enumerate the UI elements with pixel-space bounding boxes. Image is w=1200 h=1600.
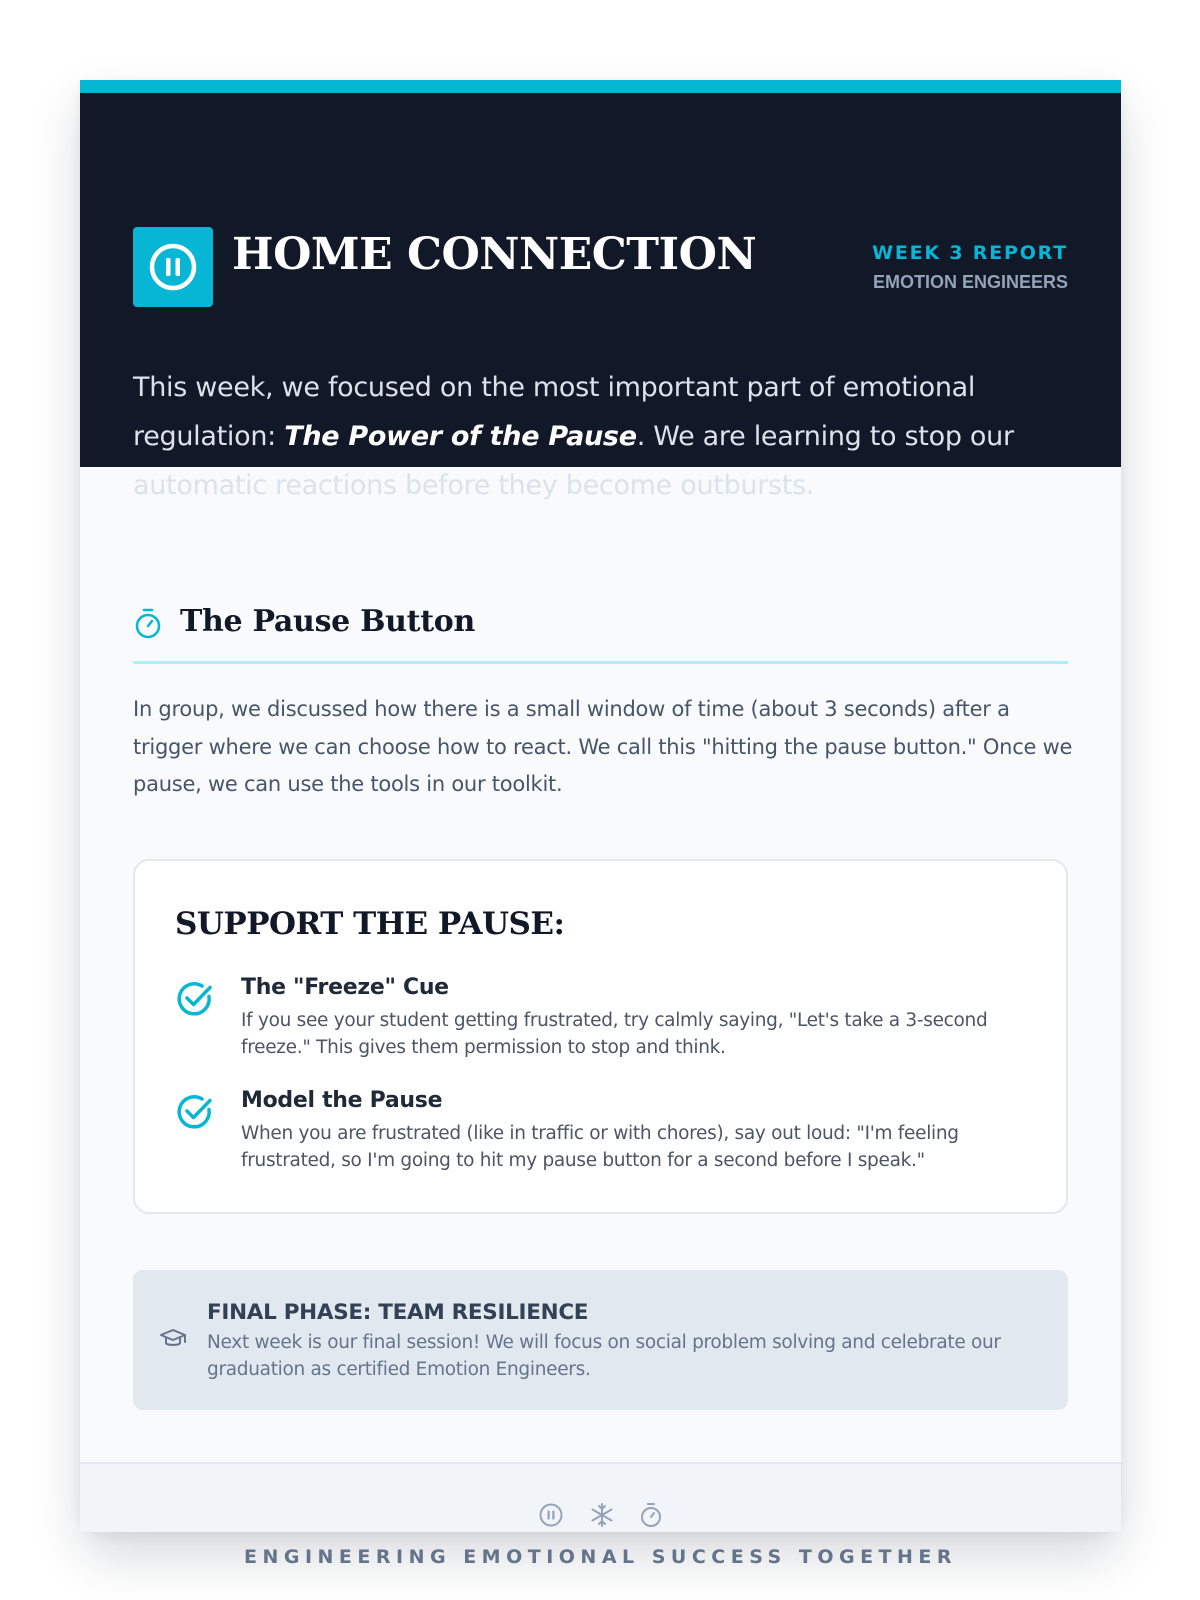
pause-circle-icon — [133, 227, 213, 307]
tip-text: When you are frustrated (like in traffic or with chores), say out loud: "I'm feeling frustrated, so I'm going to hit my pause button for a second before I speak." — [241, 1123, 959, 1171]
support-box — [133, 859, 1068, 1214]
pause-circle-icon — [538, 1502, 564, 1533]
final-phase-title: FINAL PHASE: TEAM RESILIENCE — [207, 1300, 589, 1325]
check-circle-icon — [175, 1092, 215, 1137]
final-phase-callout — [133, 1270, 1068, 1410]
newsletter-card — [80, 80, 1121, 1568]
footer-icons — [80, 1502, 1121, 1530]
tip-text: If you see your student getting frustrated, try calmly saying, "Let's take a 3-second freeze." This gives them permission to stop and think. — [241, 1010, 988, 1058]
section-divider — [133, 661, 1068, 664]
check-circle-icon — [175, 979, 215, 1024]
graduation-cap-icon — [159, 1327, 187, 1356]
intro-text-start: This week, we focused on the most important part of emotional regulation: — [133, 372, 976, 452]
page-title: HOME CONNECTION — [232, 229, 757, 280]
group-name: EMOTION ENGINEERS — [872, 272, 1068, 292]
final-phase-text: Next week is our final session! We will focus on social problem solving and celebrate our graduation as certified Emotion Engineers. — [207, 1332, 1001, 1380]
footer-tagline: ENGINEERING EMOTIONAL SUCCESS TOGETHER — [243, 1546, 958, 1568]
snowflake-icon — [589, 1502, 615, 1533]
section-body: In group, we discussed how there is a small window of time (about 3 seconds) after a trigger where we can choose how to react. We call this "hitting the pause button." Once we pause, we can use the tools in our toolkit. — [133, 697, 1073, 796]
intro-text-end: . We are learning to stop our automatic reactions before they become outbursts. — [133, 421, 1014, 501]
support-title: SUPPORT THE PAUSE: — [175, 906, 565, 942]
intro-text — [133, 363, 1068, 510]
stopwatch-icon — [639, 1502, 663, 1533]
stopwatch-icon — [134, 608, 162, 645]
header — [80, 80, 1121, 501]
tip-title: The "Freeze" Cue — [241, 975, 449, 1000]
tip-title: Model the Pause — [241, 1088, 443, 1113]
week-label: WEEK 3 REPORT — [872, 242, 1068, 264]
section-title: The Pause Button — [180, 604, 475, 639]
intro-emphasis: The Power of the Pause — [284, 421, 637, 452]
